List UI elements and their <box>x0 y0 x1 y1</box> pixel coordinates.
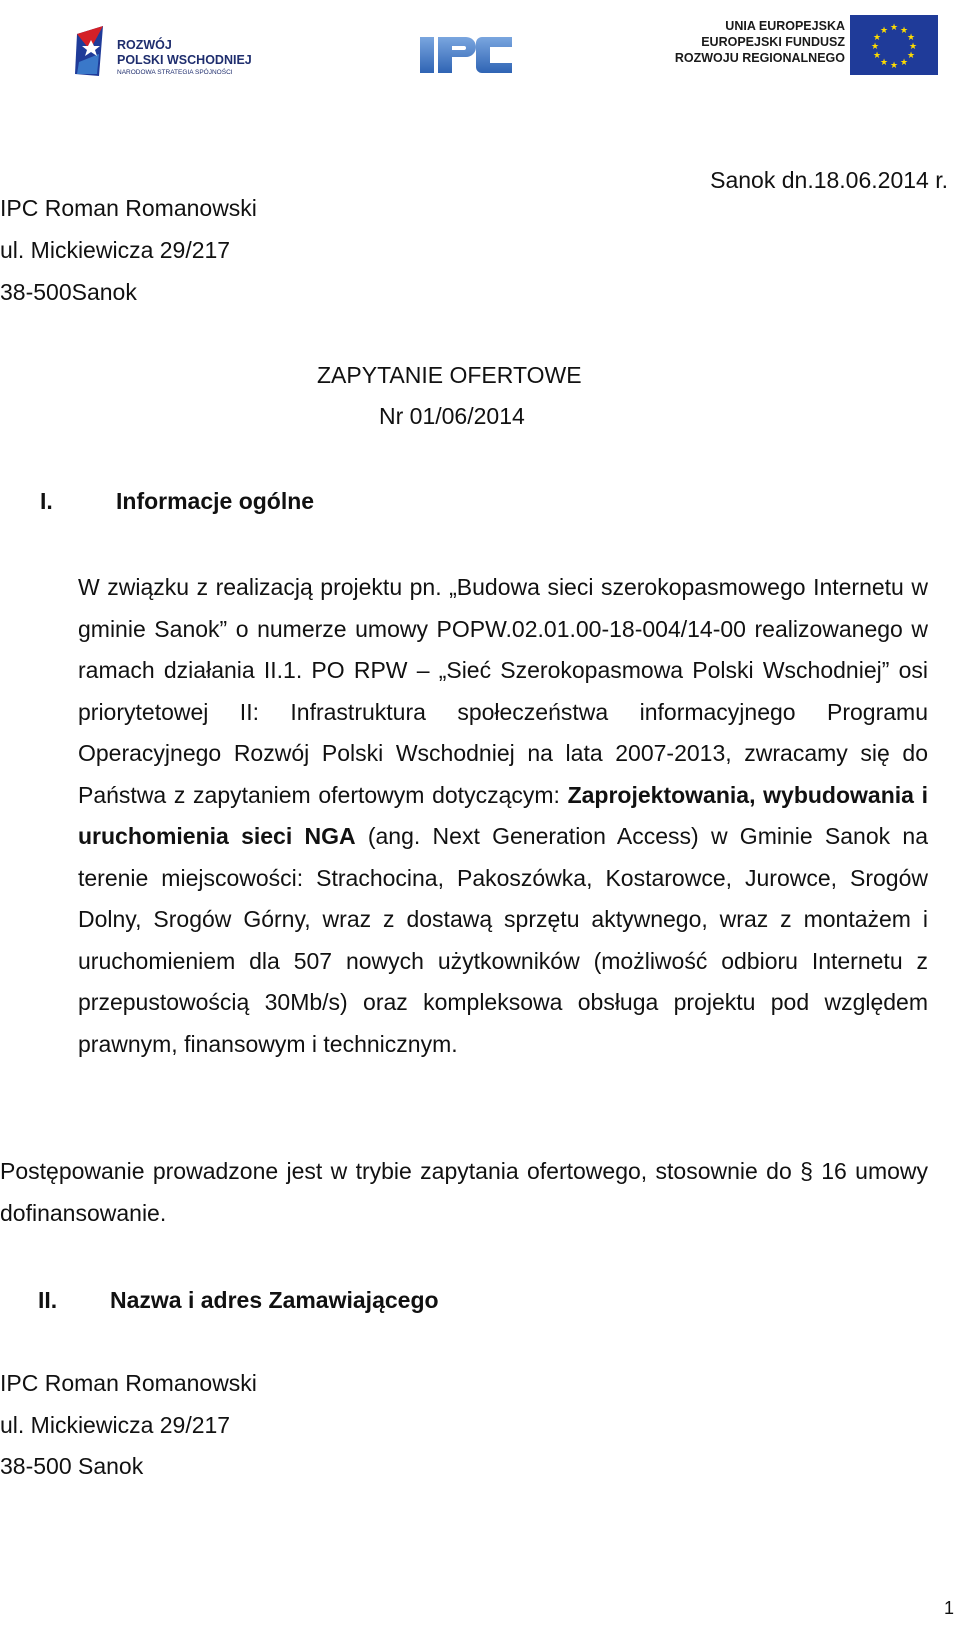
paragraph-intro: W związku z realizacją projektu pn. „Budowa sieci szerokopasmowego Internetu w gminie Sanok” o numerze umowy POPW.02.01.00-18-004/14-00 realizowanego w ramach działania II.1. PO RPW – „Sieć Szerokopasmowa Polski Wschodniej” osi priorytetowej II: Infrastruktura społeczeństwa informacyjnego Programu Operacyjnego Rozwój Polski Wschodniej na lata 2007-2013, zwracamy się do Państwa z zapytaniem ofertowym dotyczącym: <box>78 574 928 808</box>
svg-text:★: ★ <box>889 61 899 71</box>
section-1-heading: Informacje ogólne <box>116 488 315 514</box>
section-2-numeral: II. <box>38 1287 58 1313</box>
sender-name: IPC Roman Romanowski <box>0 195 257 221</box>
ipc-logo <box>420 33 515 77</box>
paragraph-details: (ang. Next Generation Access) w Gminie Sanok na terenie miejscowości: Strachocina, Pakoszówka, Kostarowce, Jurowce, Srogów Dolny, Srogów Górny, wraz z dostawą sprzętu aktywnego, wraz z montażem i uruchomieniem dla 507 nowych użytkowników (możliwość odbioru Internetu z przepustowością 30Mb/s) oraz kompleksowa obsługa projektu pod względem prawnym, finansowym i technicznym. <box>78 823 928 1057</box>
svg-text:★: ★ <box>906 51 916 61</box>
svg-text:★: ★ <box>899 58 909 68</box>
eu-line3: ROZWOJU REGIONALNEGO <box>674 51 845 65</box>
svg-text:★: ★ <box>872 33 882 43</box>
svg-text:★: ★ <box>889 23 899 33</box>
document-date: Sanok dn.18.06.2014 r. <box>710 167 948 193</box>
buyer-city: 38-500 Sanok <box>0 1453 144 1479</box>
document-number: Nr 01/06/2014 <box>379 403 525 429</box>
svg-text:★: ★ <box>879 26 889 36</box>
rpw-emblem-icon <box>73 24 113 80</box>
ipc-logo-icon <box>420 33 515 77</box>
svg-text:★: ★ <box>906 33 916 43</box>
svg-text:★: ★ <box>908 42 918 52</box>
rpw-line3: NARODOWA STRATEGIA SPÓJNOŚCI <box>117 69 233 76</box>
section-2-heading: Nazwa i adres Zamawiającego <box>110 1287 439 1313</box>
buyer-street: ul. Mickiewicza 29/217 <box>0 1412 231 1438</box>
svg-text:★: ★ <box>872 51 882 61</box>
paragraph-subject: Zaprojektowania, wybudowania i uruchomienia sieci NGA <box>78 781 928 849</box>
svg-text:★: ★ <box>899 26 909 36</box>
document-title: ZAPYTANIE OFERTOWE <box>317 362 582 388</box>
section-1-numeral: I. <box>40 488 53 514</box>
page-number: 1 <box>943 1598 954 1618</box>
sender-street: ul. Mickiewicza 29/217 <box>0 237 231 263</box>
eu-line2: EUROPEJSKI FUNDUSZ <box>701 35 845 49</box>
eu-logo-text <box>675 18 845 66</box>
svg-text:★: ★ <box>870 42 880 52</box>
sender-city: 38-500Sanok <box>0 279 137 305</box>
eu-flag-icon <box>850 15 938 75</box>
section-1-paragraph <box>78 567 928 1065</box>
eu-line1: UNIA EUROPEJSKA <box>725 19 845 33</box>
svg-text:★: ★ <box>879 58 889 68</box>
rpw-logo <box>73 24 263 82</box>
rpw-line1: ROZWÓJ <box>117 38 172 52</box>
rpw-line2: POLSKI WSCHODNIEJ <box>117 53 252 67</box>
procedure-text: Postępowanie prowadzone jest w trybie zapytania ofertowego, stosownie do § 16 umowy dofinansowanie. <box>0 1158 928 1226</box>
buyer-name: IPC Roman Romanowski <box>0 1370 257 1396</box>
